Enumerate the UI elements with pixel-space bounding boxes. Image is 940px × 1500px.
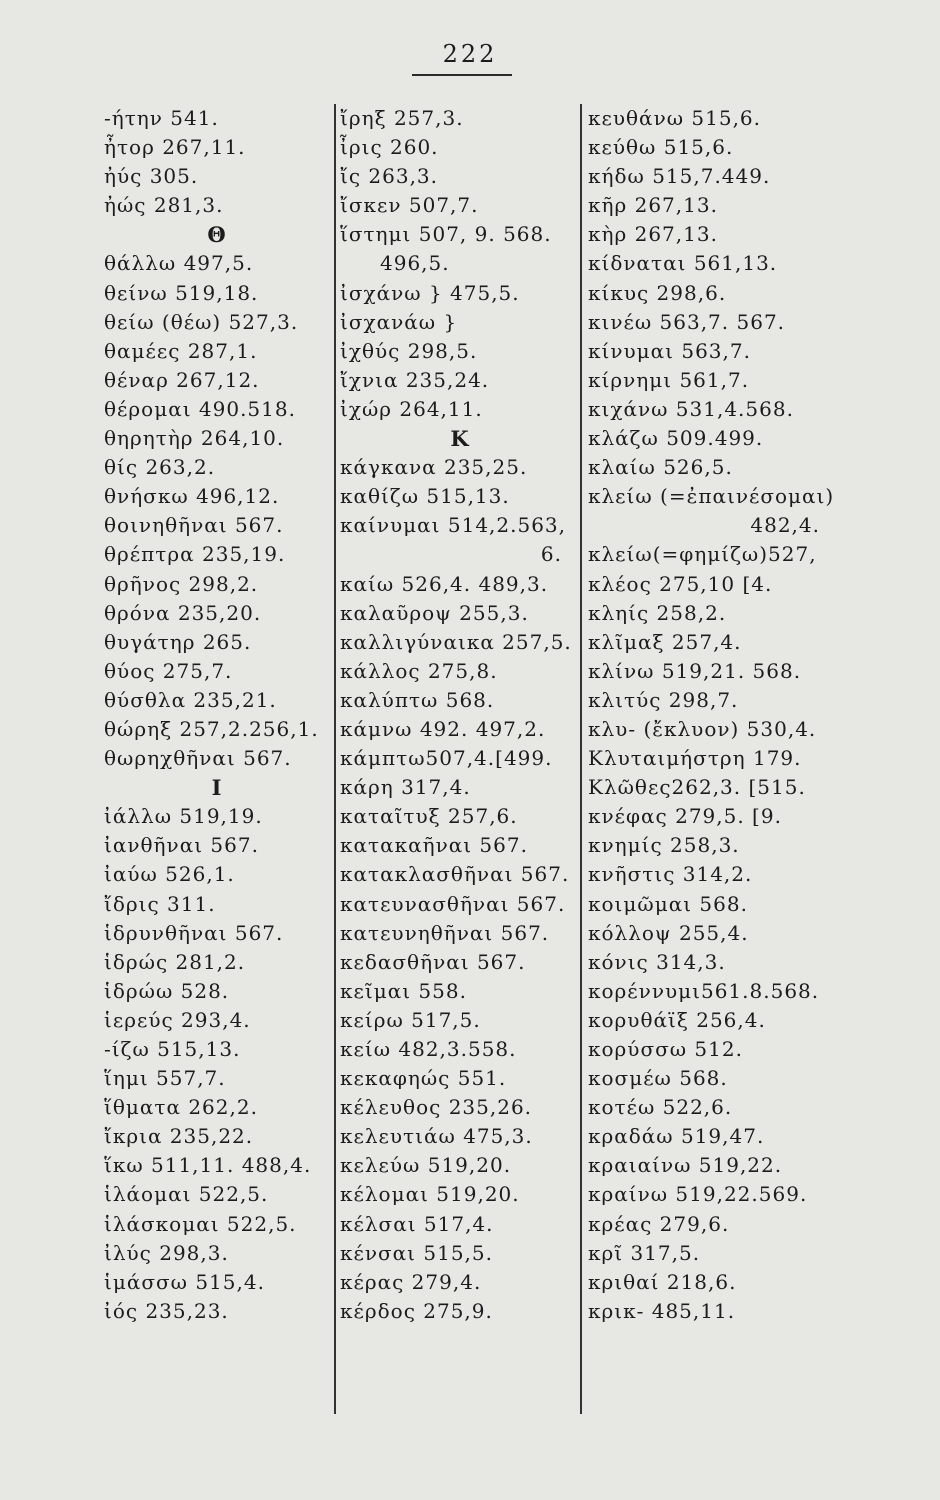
index-entry: κλιτύς 298,7. [588,687,739,712]
index-entry: κατευνηθῆναι 567. [340,920,550,945]
index-entry: ἴδρις 311. [104,891,216,916]
index-entry: κευθάνω 515,6. [588,106,762,130]
index-entry: θαμέες 287,1. [104,338,258,363]
index-entry: ἰχώρ 264,11. [340,396,483,421]
index-entry: κοιμῶμαι 568. [588,891,748,916]
index-entry: κορέννυμι561.8.568. [588,978,820,1003]
index-entry: κρῖ 317,5. [588,1240,701,1265]
index-entry: καθίζω 515,13. [340,484,510,509]
index-entry: θέναρ 267,12. [104,367,260,392]
index-entry: καίνυμαι 514,2.563, [340,513,567,538]
index-entry: κραιαίνω 519,22. [588,1153,783,1178]
index-entry: ἵημι 557,7. [104,1066,226,1091]
index-column-2 [340,104,580,1414]
index-entry: ἱδρώς 281,2. [104,949,246,974]
index-entry: ἱλάομαι 522,5. [104,1182,269,1207]
index-entry: ἵκω 511,11. 488,4. [104,1153,312,1178]
index-column-3 [588,104,838,1414]
index-entry: ἴς 263,3. [340,164,439,189]
index-entry: καλύπτω 568. [340,687,495,712]
index-entry: κεκαφηώς 551. [340,1066,507,1091]
index-entry: θέρομαι 490.518. [104,396,296,421]
index-entry: ἱδρώω 528. [104,978,230,1003]
index-entry: κεῖμαι 558. [340,978,467,1003]
index-entry: καλλιγύναικα 257,5. [340,629,572,654]
index-entry: κέλευθος 235,26. [340,1095,533,1120]
index-entry: κνέφας 279,5. [9. [588,804,782,829]
index-entry: κίρνημι 561,7. [588,367,750,392]
index-entry: κίνυμαι 563,7. [588,338,751,363]
index-entry: ἰχθύς 298,5. [340,338,478,363]
index-entry: κατευνασθῆναι 567. [340,891,566,916]
index-entry: κινέω 563,7. 567. [588,309,786,334]
index-entry: κορυθάϊξ 256,4. [588,1007,766,1032]
index-entry: ἴσκεν 507,7. [340,193,479,218]
index-entry: κόνις 314,3. [588,949,726,974]
index-entry: κιχάνω 531,4.568. [588,396,794,421]
index-column-1 [104,104,330,1414]
index-entry: ἱλάσκομαι 522,5. [104,1211,297,1236]
index-entry: θωρηχθῆναι 567. [104,746,292,771]
index-entry: κλείω(=φημίζω)527, [588,542,817,567]
index-entry: θρέπτρα 235,19. [104,542,286,567]
index-entry: κρέας 279,6. [588,1211,730,1236]
index-entry: ἱμάσσω 515,4. [104,1269,265,1294]
index-entry: κένσαι 515,5. [340,1240,493,1265]
index-entry: θίς 263,2. [104,455,216,480]
index-entry: κοτέω 522,6. [588,1095,733,1120]
index-entry: Κλυταιμήστρη 179. [588,746,802,771]
index-entry: ἵθματα 262,2. [104,1095,258,1120]
index-entry: ἴχνια 235,24. [340,367,490,392]
index-entry: κέλομαι 519,20. [340,1182,520,1207]
index-entry: θύος 275,7. [104,658,233,683]
index-entry: κόλλοψ 255,4. [588,920,749,945]
index-entry: κεδασθῆναι 567. [340,949,526,974]
section-letter: Ι [211,775,223,801]
index-entry: κλίνω 519,21. 568. [588,658,802,683]
index-entry: ἱδρυνθῆναι 567. [104,920,284,945]
index-entry: κάρη 317,4. [340,775,471,800]
index-entry: κλυ- (ἔκλυον) 530,4. [588,716,817,741]
index-entry: θρόνα 235,20. [104,600,262,625]
index-entry: ἴρηξ 257,3. [340,106,464,130]
index-entry: κνῆστις 314,2. [588,862,753,887]
index-entry: κλέος 275,10 [4. [588,571,773,596]
index-entry: κατακαῆναι 567. [340,833,528,858]
index-entry: κλαίω 526,5. [588,455,733,480]
index-entry: ἠύς 305. [104,164,199,189]
index-entry: κληίς 258,2. [588,600,727,625]
index-entry: κλείω (=ἐπαινέσομαι) [588,484,835,509]
index-entry: κατακλασθῆναι 567. [340,862,570,887]
index-entry: κοσμέω 568. [588,1066,728,1091]
index-entry: κλῖμαξ 257,4. [588,629,742,654]
index-entry: κίδναται 561,13. [588,251,778,276]
index-entry: καλαῦροψ 255,3. [340,600,529,625]
page-number: 222 [442,40,498,68]
index-entry: κριθαί 218,6. [588,1269,737,1294]
section-letter: Θ [207,222,227,248]
index-entry: ἦτορ 267,11. [104,135,246,160]
index-entry: 482,4. [750,513,820,538]
column-divider-1 [334,104,336,1414]
index-entry: ἴκρια 235,22. [104,1124,254,1149]
index-entry: ἠώς 281,3. [104,193,224,218]
index-entry: θείνω 519,18. [104,280,259,305]
index-entry: κεύθω 515,6. [588,135,734,160]
index-entry: θυγάτηρ 265. [104,629,252,654]
index-entry: -ίζω 515,13. [104,1037,241,1061]
index-entry: ἵστημι 507, 9. 568. [340,222,552,247]
index-entry: κείρω 517,5. [340,1007,481,1032]
index-entry: ἱερεύς 293,4. [104,1007,251,1032]
index-entry: κάγκανα 235,25. [340,455,528,480]
index-entry: θείω (θέω) 527,3. [104,309,299,334]
index-entry: -ήτην 541. [104,106,219,130]
index-entry: Κλῶθες262,3. [515. [588,775,806,800]
index-entry: θρῆνος 298,2. [104,571,259,596]
section-letter: Κ [450,426,470,452]
index-entry: κορύσσω 512. [588,1037,743,1061]
index-entry: θνήσκω 496,12. [104,484,280,509]
index-entry: κάλλος 275,8. [340,658,498,683]
index-entry: κάμνω 492. 497,2. [340,716,546,741]
column-divider-2 [580,104,582,1414]
index-entry: ἰός 235,23. [104,1298,229,1323]
index-entry: κνημίς 258,3. [588,833,740,858]
index-entry: θηρητὴρ 264,10. [104,426,285,451]
index-entry: 496,5. [380,251,450,276]
index-entry: 6. [540,542,562,567]
index-entry: κὴρ 267,13. [588,222,718,247]
index-entry: κρικ- 485,11. [588,1298,736,1323]
index-entry: θοινηθῆναι 567. [104,513,284,538]
index-entry: ἰάλλω 519,19. [104,804,263,829]
index-entry: θύσθλα 235,21. [104,687,277,712]
index-entry: ἶρις 260. [340,135,439,160]
index-entry: θάλλω 497,5. [104,251,254,276]
index-entry: κραίνω 519,22.569. [588,1182,808,1207]
header-rule [412,74,512,76]
index-entry: ἰαύω 526,1. [104,862,235,887]
index-entry: κέρας 279,4. [340,1269,482,1294]
index-entry: κέλσαι 517,4. [340,1211,494,1236]
index-entry: καταῖτυξ 257,6. [340,804,518,829]
index-entry: ἰσχανάω } [340,309,458,334]
index-entry: κίκυς 298,6. [588,280,727,305]
index-entry: κελεύω 519,20. [340,1153,512,1178]
index-entry: κήδω 515,7.449. [588,164,771,189]
index-entry: κέρδος 275,9. [340,1298,493,1323]
index-entry: ἰλύς 298,3. [104,1240,229,1265]
index-entry: καίω 526,4. 489,3. [340,571,549,596]
index-entry: κλάζω 509.499. [588,426,764,451]
index-entry: θώρηξ 257,2.256,1. [104,716,319,741]
index-entry: κραδάω 519,47. [588,1124,765,1149]
index-entry: κείω 482,3.558. [340,1037,517,1061]
index-entry: ἰανθῆναι 567. [104,833,259,858]
index-entry: ἰσχάνω } 475,5. [340,280,520,305]
index-entry: κῆρ 267,13. [588,193,718,218]
index-entry: κάμπτω507,4.[499. [340,746,553,771]
index-entry: κελευτιάω 475,3. [340,1124,533,1149]
